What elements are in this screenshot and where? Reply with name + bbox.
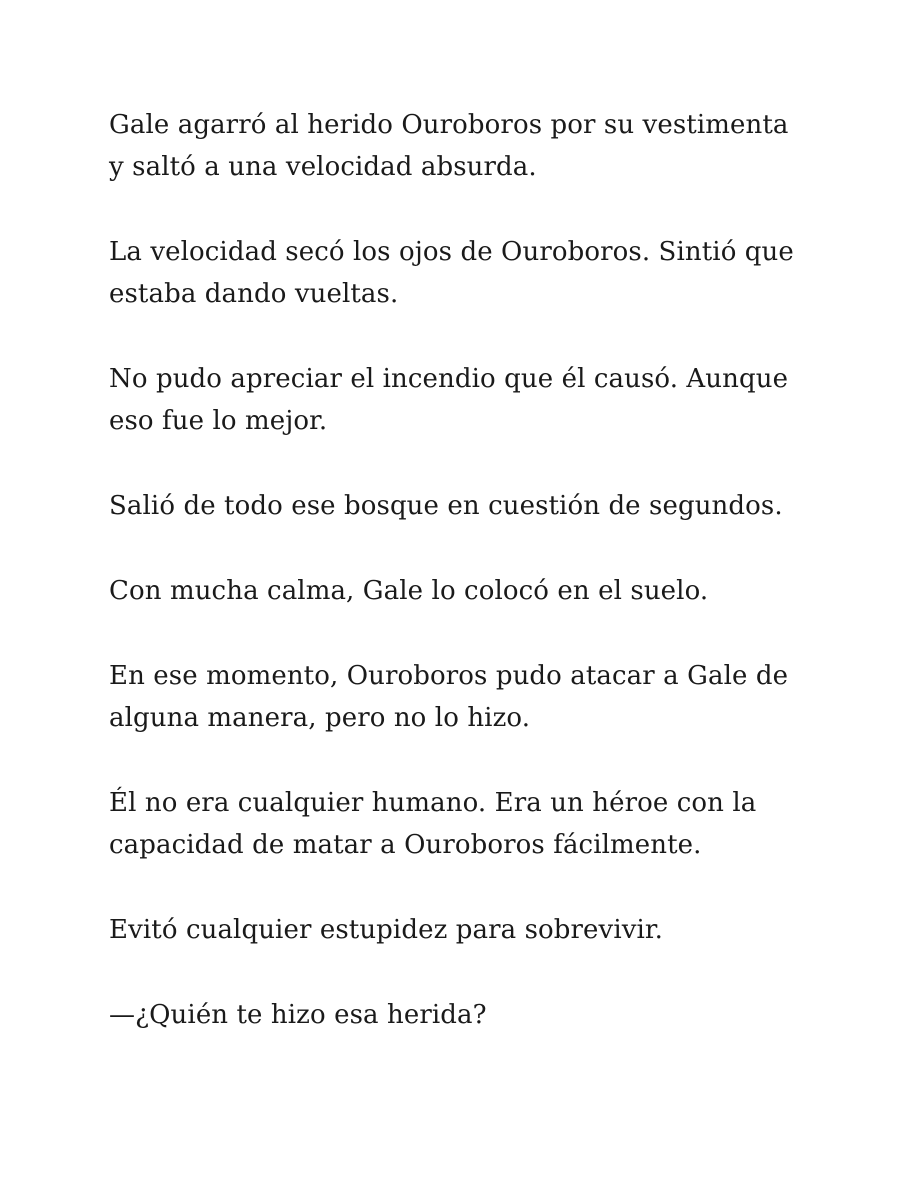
story-text (109, 104, 809, 1036)
paragraph-8: Evitó cualquier estupidez para sobrevivir. (109, 915, 663, 945)
paragraph-4: Salió de todo ese bosque en cuestión de segundos. (109, 491, 783, 521)
paragraph-9-dialogue: —¿Quién te hizo esa herida? (109, 1000, 487, 1030)
paragraph-7: Él no era cualquier humano. Era un héroe con la capacidad de matar a Ouroboros fácilmente. (109, 788, 757, 860)
paragraph-1: Gale agarró al herido Ouroboros por su vestimenta y saltó a una velocidad absurda. (109, 110, 789, 182)
paragraph-6: En ese momento, Ouroboros pudo atacar a Gale de alguna manera, pero no lo hizo. (109, 661, 789, 733)
paragraph-3: No pudo apreciar el incendio que él causó. Aunque eso fue lo mejor. (109, 364, 789, 436)
paragraph-5: Con mucha calma, Gale lo colocó en el suelo. (109, 576, 709, 606)
paragraph-2: La velocidad secó los ojos de Ouroboros. Sintió que estaba dando vueltas. (109, 237, 794, 309)
